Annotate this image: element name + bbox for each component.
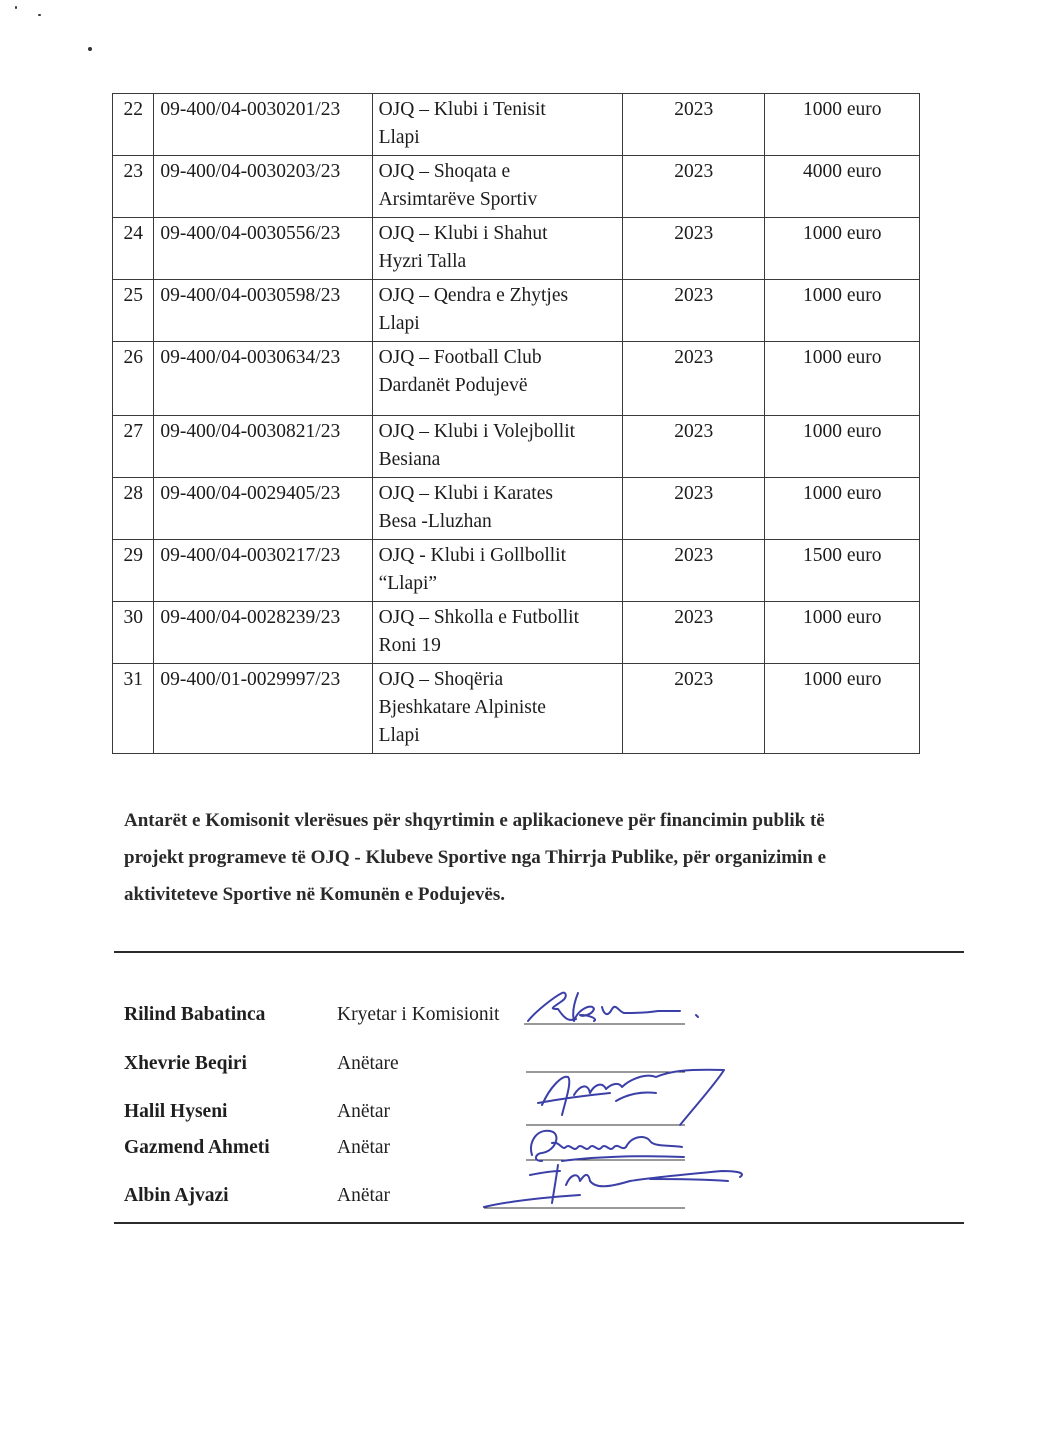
table-row: [113, 342, 920, 416]
row-number: 24: [113, 218, 154, 280]
organization-name: OJQ - Klubi i Gollbollit “Llapi”: [372, 540, 622, 602]
year: 2023: [623, 156, 765, 218]
organization-name: OJQ – Klubi i Volejbollit Besiana: [372, 416, 622, 478]
scan-speck: [15, 6, 17, 9]
row-number: 28: [113, 478, 154, 540]
table-row: [113, 664, 920, 754]
table-row: [113, 416, 920, 478]
organization-name: OJQ – Klubi i Tenisit Llapi: [372, 94, 622, 156]
row-number: 25: [113, 280, 154, 342]
organization-name: OJQ – Football Club Dardanët Podujevë: [372, 342, 622, 416]
member-name: Xhevrie Beqiri: [124, 1053, 247, 1074]
scan-speck: [88, 47, 92, 51]
member-role: Anëtar: [337, 1137, 391, 1158]
row-number: 22: [113, 94, 154, 156]
row-number: 26: [113, 342, 154, 416]
organization-name: OJQ – Shoqëria Bjeshkatare Alpiniste Llapi: [372, 664, 622, 754]
member-role: Anëtare: [337, 1053, 399, 1074]
signature-babatinca: [528, 993, 698, 1021]
reference-number: 09-400/04-0029405/23: [154, 478, 372, 540]
member-name: Gazmend Ahmeti: [124, 1137, 270, 1158]
reference-number: 09-400/01-0029997/23: [154, 664, 372, 754]
amount: 1500 euro: [765, 540, 920, 602]
row-number: 23: [113, 156, 154, 218]
amount: 1000 euro: [765, 416, 920, 478]
amount: 1000 euro: [765, 602, 920, 664]
member-name: Albin Ajvazi: [124, 1185, 229, 1206]
reference-number: 09-400/04-0030203/23: [154, 156, 372, 218]
reference-number: 09-400/04-0030201/23: [154, 94, 372, 156]
row-number: 27: [113, 416, 154, 478]
reference-number: 09-400/04-0030821/23: [154, 416, 372, 478]
reference-number: 09-400/04-0030217/23: [154, 540, 372, 602]
organization-name: OJQ – Qendra e Zhytjes Llapi: [372, 280, 622, 342]
year: 2023: [623, 416, 765, 478]
statement-line: projekt programeve të OJQ - Klubeve Sportive nga Thirrja Publike, për organizimin e: [124, 847, 827, 868]
row-number: 31: [113, 664, 154, 754]
organization-name: OJQ – Shoqata e Arsimtarëve Sportiv: [372, 156, 622, 218]
amount: 4000 euro: [765, 156, 920, 218]
bottom-divider: [114, 1222, 964, 1224]
table-row: [113, 478, 920, 540]
signature-ahmeti: [531, 1131, 684, 1161]
grants-table: [112, 93, 920, 754]
year: 2023: [623, 218, 765, 280]
table-row: [113, 602, 920, 664]
year: 2023: [623, 280, 765, 342]
year: 2023: [623, 478, 765, 540]
top-divider: [114, 951, 964, 953]
member-role: Kryetar i Komisionit: [337, 1004, 500, 1025]
member-name: Halil Hyseni: [124, 1101, 228, 1122]
amount: 1000 euro: [765, 478, 920, 540]
scan-speck: [38, 14, 41, 16]
table-row: [113, 94, 920, 156]
table-row: [113, 540, 920, 602]
amount: 1000 euro: [765, 664, 920, 754]
table-row: [113, 218, 920, 280]
organization-name: OJQ – Shkolla e Futbollit Roni 19: [372, 602, 622, 664]
year: 2023: [623, 94, 765, 156]
member-name: Rilind Babatinca: [124, 1004, 266, 1025]
amount: 1000 euro: [765, 218, 920, 280]
year: 2023: [623, 342, 765, 416]
reference-number: 09-400/04-0030556/23: [154, 218, 372, 280]
signature-ajvazi: [484, 1165, 742, 1207]
amount: 1000 euro: [765, 342, 920, 416]
amount: 1000 euro: [765, 94, 920, 156]
signatures: [470, 975, 790, 1225]
reference-number: 09-400/04-0030634/23: [154, 342, 372, 416]
row-number: 30: [113, 602, 154, 664]
reference-number: 09-400/04-0030598/23: [154, 280, 372, 342]
row-number: 29: [113, 540, 154, 602]
member-role: Anëtar: [337, 1185, 391, 1206]
amount: 1000 euro: [765, 280, 920, 342]
table-row: [113, 280, 920, 342]
year: 2023: [623, 602, 765, 664]
commission-statement: [124, 802, 944, 913]
year: 2023: [623, 540, 765, 602]
table-row: [113, 156, 920, 218]
statement-line: Antarët e Komisonit vlerësues për shqyrtimin e aplikacioneve për financimin publik të: [124, 810, 825, 831]
reference-number: 09-400/04-0028239/23: [154, 602, 372, 664]
member-role: Anëtar: [337, 1101, 391, 1122]
statement-line: aktiviteteve Sportive në Komunën e Podujevës.: [124, 884, 506, 905]
organization-name: OJQ – Klubi i Shahut Hyzri Talla: [372, 218, 622, 280]
organization-name: OJQ – Klubi i Karates Besa -Lluzhan: [372, 478, 622, 540]
signature-hyseni: [538, 1070, 724, 1125]
year: 2023: [623, 664, 765, 754]
